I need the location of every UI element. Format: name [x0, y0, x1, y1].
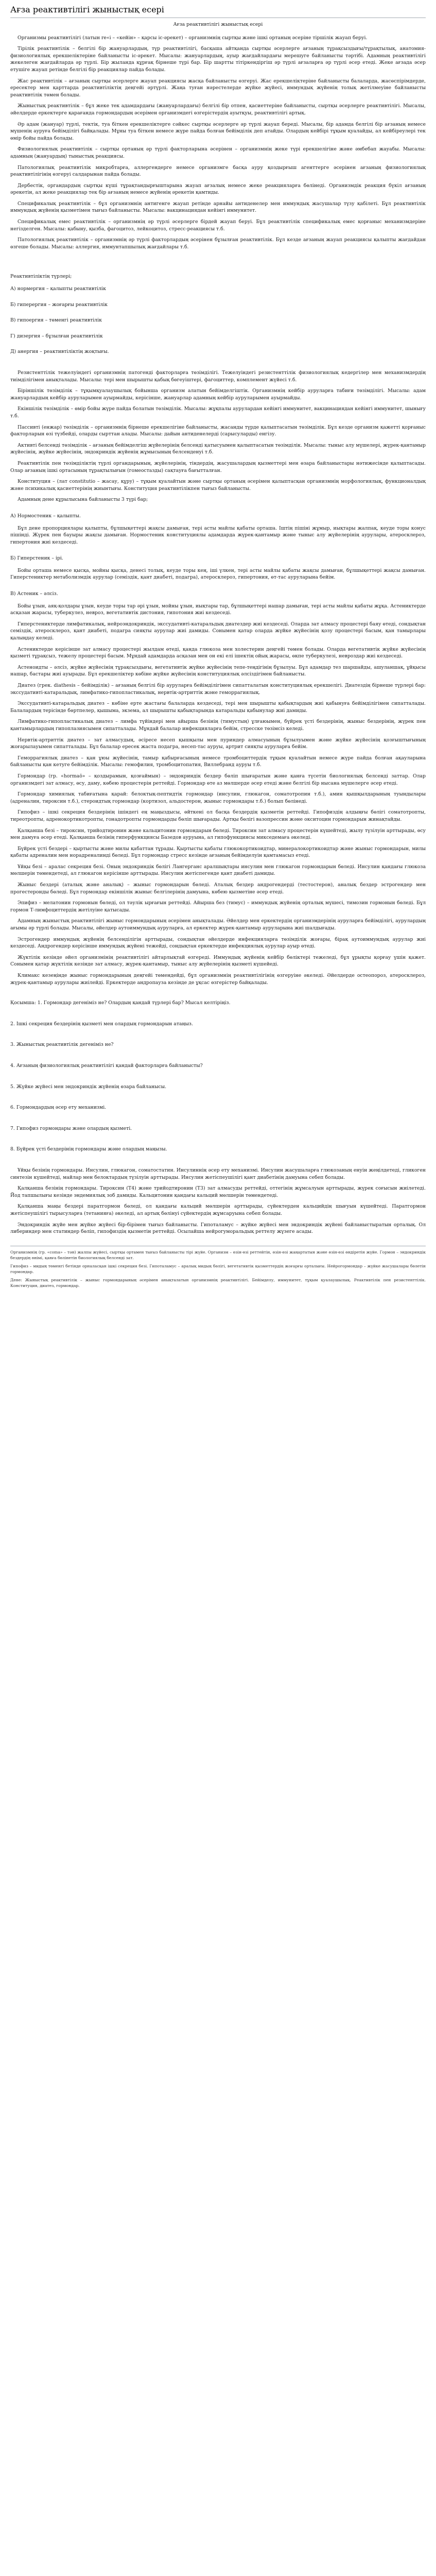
paragraph: Экссудативті-катаральдық диатез – көбіне ерте жастағы балаларда кездеседі, тері мен шырышты қабықтардың жиі қабынуға бейімділігімен сипатталады. Балалардың терісінде бөртпелер, қышыма, экзема, ал шырышты қабықтарында катаральды қабынулар жиі дамиды. [10, 701, 426, 714]
forms-heading: Реактивтіліктің түрлері; [10, 274, 72, 280]
paragraph: Тірілік реактивтілік – белгілі бір жануарлардың, түр реактивтілігі, басқаша айтқанда сыртқы әсерлерге ағзаның тұрақсыздығы/тұрақтылық, анатомия-физиологиялық ерекшеліктеріне байланысты іс-әрекет. Мысалы: жануарлардың, ауыр жағдайлардағы мерешуге байланысты тәртібі. Адамның реактивтілігі жекелеген жағдайларда әр түрлі. Бір жыланда құрғақ бірнеше түрі бар. Бір шартты тітіркендіргіш әр түрлі ағзаларға әр түрлі әсер етеді. Жеке ағзада әсер етушіге жауап ретінде белгілі бір реакциялар пайда болады. [10, 46, 426, 73]
question-item: 3. Жыныстық реактивтілік дегеніміз не? [10, 1042, 114, 1048]
question-item: 5. Жүйке жүйесі мен эндокриндік жүйенің өзара байланысы. [10, 1083, 167, 1090]
resistance-section [10, 369, 426, 503]
footnotes [10, 1246, 426, 1289]
paragraph: Гипофиз – ішкі секреция бездерінің ішіндегі ең маңыздысы, өйткені ол басқа бездердің қызметін реттейді. Гипофиздің алдыңғы бөлігі соматотропты, тиреотропты, адренокортикотропты, гонадотропты гормондарды бөліп шығарады. Артқы бөлігі вазопрессин және окситоцин гормондарын жинақтайды. [10, 809, 426, 822]
paragraph: Спецификалық емес реактивтілік – организмнің әр түрлі әсерлерге бірдей жауап беруі. Бұл реактивтілік спецификалық емес қорғаныс механизмдеріне негізделген. Мысалы: қабыну, қызба, фагоцитоз, лейкоцитоз, стресс-реакциясы т.б. [10, 219, 426, 232]
paragraph: Әр адам (жануар) түрлі, тектік, туа біткен ерекшеліктерге сәйкес сыртқы әсерлерге әр түрлі жауап береді. Мысалы, бір адамда белгілі бір ағзаның немесе мүшенің ауруға бейімділігі байқалады. Мұны туа біткен немесе жүре пайда болған бейімділік деп атайды. Олардың кейбірі тұқым қуалайды, ал кейбіреулері тек өмір бойы пайда болады. [10, 121, 426, 141]
footnote: Гипофиз – мидың төменгі бетінде орналасқан ішкі секреция безі. Гипоталамус – аралық мидың бөлігі, вегетативтік қызметтердің жоғарғы орталығы. Нейрогормондар – жүйке жасушалары бөлетін гормондар. [10, 1263, 426, 1274]
paragraph: Қалқанша безінің гормондары. Тироксин (Т4) және трийодтиронин (Т3) зат алмасуды реттейді, оттегінің жұмсалуын арттырады, жүрек соғысын жиілетеді. Йод тапшылығы кезінде эндемиялық зоб дамиды. Кальцитонин қандағы кальций мөлшерін төмендетеді. [10, 1185, 426, 1198]
paragraph: Жыныстық реактивтілік – бұл жеке тек адамдардағы (жануарлардағы) белгілі бір отпен, қасиеттеріне байланысты, сыртқы әсерлерге реактивтілігі. Мысалы, әйелдерде еркектерге қарағанда гормондардың әсерімен организмдегі өзгерістердің ауытқуы, реактивтілігі артық. [10, 103, 426, 116]
closing-section [10, 1167, 426, 1235]
list-item: Г) дизергия – бұзылған реактивтілік [10, 333, 103, 339]
questions-list [10, 999, 426, 1153]
paragraph: Эпифиз – мелатонин гормонын бөледі, ол тәулік ырғағын реттейді. Айырша без (тимус) – иммундық жүйенің орталық мүшесі, тимозин гормонын бөледі. Бұл гормон Т-лимфоциттердің жетілуіне қатысады. [10, 900, 426, 913]
intro-section [10, 35, 426, 251]
paragraph: Бұл дене пропорциялары қалыпты, бұлшықеттері жақсы дамыған, тері асты майлы қабаты орташа. Іштің пішіні жұмыр, иықтары жалпақ, кеуде торы конус пішінді. Жүрек пен бауыры жақсы дамыған. Нормостеник конституциялы адамдарда жүрек-қантамыр және тыныс алу жүйелерінің аурулары, атеросклероз, гипертония жиі кездеседі. [10, 525, 426, 545]
paragraph: Спецификалық реактивтілік – бұл организмнің антигенге жауап ретінде арнайы антиденелер мен иммундық жасушалар түзу қабілеті. Бұл реактивтілік иммундық жүйенің қызметімен тығыз байланысты. Мысалы: вакцинациядан кейінгі иммунитет. [10, 200, 426, 214]
paragraph: Гиперстениктерде лимфатикалық, нейроэндокриндік, экссудативті-катаральдық диатездер жиі кездеседі. Оларда зат алмасу процестері баяу өтеді, сондықтан семіздік, атеросклероз, қант диабеті, подагра сияқты аурулар жиі дамиды. Сонымен қатар оларда жүйке жүйесінің қозу процестері басым, қан тамырлары қалыңдау келеді. [10, 621, 426, 641]
paragraph: Гормондар химиялық табиғатына қарай: белоктық-пептидтік гормондар (инсулин, глюкагон, соматотропин т.б.), амин қышқылдарының туындылары (адреналин, тироксин т.б.), стероидтық гормондар (кортизол, альдостерон, жыныс гормондары т.б.) болып бөлінеді. [10, 791, 426, 804]
paragraph: Нервтік-артриттік диатез – зат алмасудың, әсіресе несеп қышқылы мен пуриндер алмасуының бұзылуымен және жүйке жүйесінің қозғыштығының жоғарылауымен сипатталады. Бұл балалар ересек жаста подагра, несеп-тас ауруы, артрит сияқты ауруларға бейім. [10, 737, 426, 750]
page-subtitle: Ағза реактивтілігі жыныстық есері [173, 22, 263, 27]
paragraph: Патологиялық реактивтілік – организмнің әр түрлі факторлардың әсерінен бұзылған реактивтілік. Бұл кезде ағзаның жауап реакциясы қалыпты жағдайдан өзгеше болады. Мысалы: аллергия, иммунтапшылық жағдайлары т.б. [10, 237, 426, 250]
paragraph: Бүйрек үсті бездері – қыртысты және милы қабаттан тұрады. Қыртысты қабаты глюкокортикоидтар, минералокортикоидтар және жыныс гормондарын, милы қабаты адреналин мен норадреналинді бөледі. Бұл гормондар стресс кезінде ағзаның бейімделуін қамтамасыз етеді. [10, 845, 426, 859]
paragraph: Жүктілік кезінде әйел организмінің реактивтілігі айтарлықтай өзгереді. Иммундық жүйенің кейбір бөліктері тежеледі, бұл ұрықты қорғау үшін қажет. Сонымен қатар жүктілік кезінде зат алмасу, жүрек-қантамыр, тыныс алу жүйелерінің қызметі күшейеді. [10, 954, 426, 968]
paragraph: Реактивтілік пен төзімділіктің түрлі органдарының, жүйелерінің, тіндердің, жасушалардың қызметтері мен өзара байланыстары нәтижесінде қалыптасады. Олар ағзаның ішкі ортасының тұрақтылығын (гомеостазды) сақтауға бағытталған. [10, 460, 426, 473]
paragraph: Патологиялық реактивтілік микробтарға, аллергендерге немесе организмге басқа ауру қоздырғыш агенттерге әсерінен ағзаның физиологиялық реактивтілігінің өзгеруі салдарынан пайда болады. [10, 164, 426, 178]
paragraph: Қалқанша безі – тироксин, трийодтиронин және кальцитонин гормондарын бөледі. Тироксин зат алмасу процестерін күшейтеді, жылу түзілуін арттырады, өсу мен дамуға әсер етеді. Қалқанша безінің гиперфункциясы Базедов ауруына, ал гипофункциясы микседемаға әкеледі. [10, 827, 426, 841]
question-item: 4. Ағзаның физиологиялық реактивтілігі қандай факторларға байланысты? [10, 1062, 203, 1069]
page-title: Ағза реактивтілігі жыныстық есері [10, 4, 426, 18]
paragraph: Конституция – (лат constitutio – жасау, құру) – тұқым қуалайтын және сыртқы ортаның әсерімен қалыптасқан организмнің морфологиялық, функционалдық және психикалық қасиеттерінің жиынтығы. Конституция реактивтілікпен тығыз байланысты. [10, 479, 426, 492]
paragraph: Астеноидты – әлсіз, жүйке жүйесінің тұрақсыздығы, вегетативтік жүйке жүйесінің тепе-теңдігінің бұзылуы. Бұл адамдар тез шаршайды, ашуланшақ, ұйқысы нашар, бастары жиі ауырады. Бұл ерекшеліктер көбіне жүйке жүйесінің конституциялық әлсіздігімен байланысты. [10, 664, 426, 677]
paragraph: Диатез (грек. diathesis – бейімділік) – ағзаның белгілі бір ауруларға бейімділігімен сипатталатын конституциялық ерекшелігі. Диатездің бірнеше түрлері бар: экссудативті-катаральдық, лимфатико-гипопластикалық, нервтік-артриттік және геморрагиялық. [10, 683, 426, 696]
hormones-section [10, 621, 426, 986]
question-item: 2. Ішкі секреция бездерінің қызметі мен олардың гормондарын атаңыз. [10, 1021, 193, 1027]
list-item: В) гипоергия – төменгі реактивтілік [10, 317, 102, 324]
article-content [10, 35, 426, 1235]
paragraph: Ұйқы безінің гормондары. Инсулин, глюкагон, соматостатин. Инсулиннің әсер ету механизмі. Инсулин жасушаларға глюкозаның енуін жеңілдетеді, гликоген синтезін күшейтеді, майлар мен белоктардың түзілуін арттырады. Инсулин жетіспеушілігі қант диабетінің дамуына себеп болады. [10, 1167, 426, 1180]
paragraph: Жас реактивтілік – ағзаның сыртқы әсерлерге жауап реакциясы жасқа байланысты өзгеруі. Жас ерекшеліктеріне байланысты балаларда, жасөспірімдерде, ересектер мен қарттарда реактивтіліктің деңгейі әртүрлі. Жаңа туған нәрестелерде жүйке жүйесі, иммундық жүйенің толық жетілмеуіне байланысты реактивтілік төмен болады. [10, 78, 426, 98]
list-item: Б) гиперергия – жоғарғы реактивтілік [10, 301, 108, 308]
question-item: 7. Гипофиз гормондары және олардың қызметі. [10, 1125, 132, 1131]
paragraph: Қалқанша маңы бездері паратгормон бөледі, ол қандағы кальций мөлшерін арттырады, сүйектерден кальцийдің шығуын күшейтеді. Паратгормон жетіспеушілігі тырысуларға (тетанияға) әкеледі, ал артық бөлінуі сүйектердің жұмсаруына себеп болады. [10, 1204, 426, 1216]
footnote: Организмнің (гр. «соma» – тән) жалпы жүйесі, сыртқы ортамен тығыз байланысты тірі жүйе. Организм – өзін-өзі реттейтін, өзін-өзі жаңартатын және өзін-өзі өндіретін жүйе. Гормон – эндокриндік бездердің өнімі, қанға бөлінетін биологиялық белсенді зат. [10, 1249, 426, 1260]
paragraph: Бойы ұзын, аяқ-қолдары ұзын, кеуде торы тар әрі ұзын, мойны ұзын, иықтары тар, бұлшықеттері нашар дамыған, тері асты майлы қабаты жұқа. Астениктерде асқазан жарасы, туберкулез, невроз, вегетативтік дистония, гипотония жиі кездеседі. [10, 603, 426, 616]
question-item: Қосымша: 1. Гормондар дегеніміз не? Олардың қандай түрлері бар? Мысал келтіріңіз. [10, 1000, 231, 1006]
paragraph: Астениктерде керісінше зат алмасу процестері жылдам өтеді, қанда глюкоза мен холестерин деңгейі төмен болады. Оларда вегетативтік жүйке жүйесінің қызметі тұрақсыз, тежелу процестері басым. Мұндай адамдарда асқазан мен он екі елі ішектің ойық жарасы, өкпе туберкулезі, невроздар жиі кездеседі. [10, 646, 426, 659]
paragraph: Бойы орташа немесе қысқа, мойны қысқа, денесі толық, кеуде торы кең, іші үлкен, тері асты майлы қабаты жақсы дамыған, бұлшықеттері жақсы дамыған. Гиперстениктер метаболизмдік аурулар (семіздік, қант диабеті, подагра), атеросклероз, гипертония, өт-тас ауруларына бейім. [10, 567, 426, 581]
paragraph: Адамның дене құрылысына байланысты 3 түрі бар; [18, 497, 148, 503]
paragraph: Ұйқы безі – аралас секреция безі. Оның эндокриндік бөлігі Лангерганс аралшықтары инсулин мен глюкагон гормондарын бөледі. Инсулин қандағы глюкоза мөлшерін төмендетеді, ал глюкагон керісінше арттырады. Инсулин жетіспегенде қант диабеті дамиды. [10, 863, 426, 877]
paragraph: Пассивті (енжар) төзімділік – организмнің бірнеше ерекшелігіне байланысты, жасанды түрде қалыптасатын төзімділік. Бұл кезде организм қажетті қорғаныс факторларын өзі түзбейді, оларды сырттан алады. Мысалы: дайын антиденелерді (сарысуларды) енгізу. [10, 424, 426, 437]
paragraph: Эндокриндік жүйе мен жүйке жүйесі бір-бірімен тығыз байланысты. Гипоталамус – жүйке жүйесі мен эндокриндік жүйені байланыстыратын орталық. Ол либериндер мен статиндер бөліп, гипофиздің қызметін реттейді. Осылайша нейрогуморальдық реттелу жүзеге асады. [10, 1222, 426, 1235]
paragraph: Дербестік, органдардың сыртқы күші тұрақтандырғыштарына жауап ағзалық немесе жеке реакцияларға бөлінеді. Организмдік реакция бүкіл ағзаның әрекетін, ал жеке реакциялар тек бір ағзаның немесе жүйенің әрекетін қамтиды. [10, 182, 426, 196]
paragraph: Лимфатико-гипопластикалық диатез – лимфа түйіндері мен айырша безінің (тимустың) ұлғаюымен, бүйрек үсті бездерінің, жыныс бездерінің, жүрек пен қантамырлардың гипоплазиясымен сипатталады. Мұндай балалар инфекцияларға бейім, стресске төзімсіз келеді. [10, 719, 426, 732]
footnote: Дене: Жыныстық реактивтілік – жыныс гормондарының әсерімен анықталатын организмнің реактивтілігі. Бейімделу, иммунитет, тұқым қуалаушылық. Реактивтілік пен резистенттілік. Конституция, диатез, гормондар. [10, 1277, 426, 1288]
constitution-types [10, 513, 426, 617]
paragraph: Резистенттілік тежелуіндегі организмнің патогенді факторларға төзімділігі. Тежелуіндегі резистенттілік физиологиялық кедергілер мен механизмдердің тиімділігімен анықталады. Мысалы: тері мен шырышты қабық бөгеуіштері, фагоциттер, комплемент жүйесі т.б. [10, 370, 426, 383]
paragraph: Активті белсенді төзімділік – ағзаның бейімделгіш жүйелерінің белсенді қатысуымен қалыптасатын төзімділік. Мысалы: тыныс алу мүшелері, жүрек-қантамыр жүйесінің, жүйке жүйесінің, эндокриндік жүйенің жұмысының белсенденуі т.б. [10, 442, 426, 455]
paragraph: Екіншілік төзімділік – өмір бойы жүре пайда болатын төзімділік. Мысалы: жұқпалы аурулардан кейінгі иммунитет, вакцинациядан кейінгі иммунитет, шынығу т.б. [10, 406, 426, 419]
paragraph: Адамның жыныстық реактивтілігі жыныс гормондарының әсерімен анықталады. Әйелдер мен еркектердің организмдерінің ауруларға бейімділігі, аурулардың ағымы әр түрлі болады. Мысалы, әйелдер аутоиммундық ауруларға, ал еркектер жүрек-қантамыр ауруларына жиі шалдығады. [10, 918, 426, 931]
paragraph: Эстрогендер иммундық жүйенің белсенділігін арттырады, сондықтан әйелдерде инфекцияларға төзімділік жоғары, бірақ аутоиммундық аурулар жиі кездеседі. Андрогендер керісінше иммундық жүйені тежейді, сондықтан еркектерде инфекциялық аурулар ауыр өтеді. [10, 936, 426, 950]
paragraph: Климакс кезеңінде жыныс гормондарының деңгейі төмендейді, бұл организмнің реактивтілігінің өзгеруіне әкеледі. Әйелдерде остеопороз, атеросклероз, жүрек-қантамыр аурулары жиілейді. Еркектерде андропауза кезінде де ұқсас өзгерістер байқалады. [10, 973, 426, 986]
question-item: 6. Гормондардың әсер ету механизмі. [10, 1105, 107, 1111]
question-item: 8. Бүйрек үсті бездерінің гормондары және олардың маңызы. [10, 1146, 167, 1153]
paragraph: Гормондар (гр. «hormaō» – қоздырамын, қозғаймын) – эндокриндік бездер бөліп шығаратын және қанға түсетін биологиялық белсенді заттар. Олар организмдегі зат алмасу, өсу, даму, көбею процестерін реттейді. Гормондар өте аз мөлшерде әсер етеді және белгілі бір нысана мүшелерге әсер етеді. [10, 773, 426, 786]
paragraph: Жыныс бездері (аталық және аналық) – жыныс гормондарын бөледі. Аталық бездер андрогендерді (тестостерон), аналық бездер эстрогендер мен прогестеронды бөледі. Бұл гормондар екіншілік жыныс белгілерінің дамуына, көбею қызметіне әсер етеді. [10, 882, 426, 895]
paragraph: Геморрагиялық диатез – қан ұюы жүйесінің, тамыр қабырғасының немесе тромбоциттердің тұқым қуалайтын немесе жүре пайда болған ақауларына байланысты қан кетуге бейімділік. Мысалы: гемофилия, тромбоцитопатия, Виллебранд ауруы т.б. [10, 755, 426, 768]
type-heading: Б) Гиперстеник – ірі. [10, 555, 63, 562]
forms-list [10, 285, 426, 355]
list-item: А) нормергия – қалыпты реактивтілік [10, 286, 106, 292]
paragraph: Организмы реактивтілігі (латын re«і – «кейін» – қарсы іс-әрекет) – организмнің сыртқы және ішкі ортаның әсеріне тіршілік жауап беруі. [18, 35, 368, 41]
list-item: Д) анергия – реактивтіліктің жоқтығы. [10, 349, 109, 355]
paragraph: Физиологиялық реактивтілік – сыртқы ортаның әр түрлі факторларына әсерінен – организмнің жеке түрі ерекшелігіне және әмбебап жауабы. Мысалы: адамның (жануардың) тыныстық реакциясы. [10, 146, 426, 159]
type-heading: В) Астеник – әлсіз. [10, 591, 58, 597]
paragraph: Біріншілік төзімділік – тұқымқуалаушылық бойынша организм алатын бейімделгіштік. Организмнің кейбір ауруларға табиғи төзімділігі. Мысалы: адам жануарлардың кейбір ауруларымен ауырмайды, керісінше, жануарлар адамның кейбір ауруларымен ауырмайды. [10, 388, 426, 401]
type-heading: А) Нормостеник – қалыпты. [10, 513, 81, 519]
